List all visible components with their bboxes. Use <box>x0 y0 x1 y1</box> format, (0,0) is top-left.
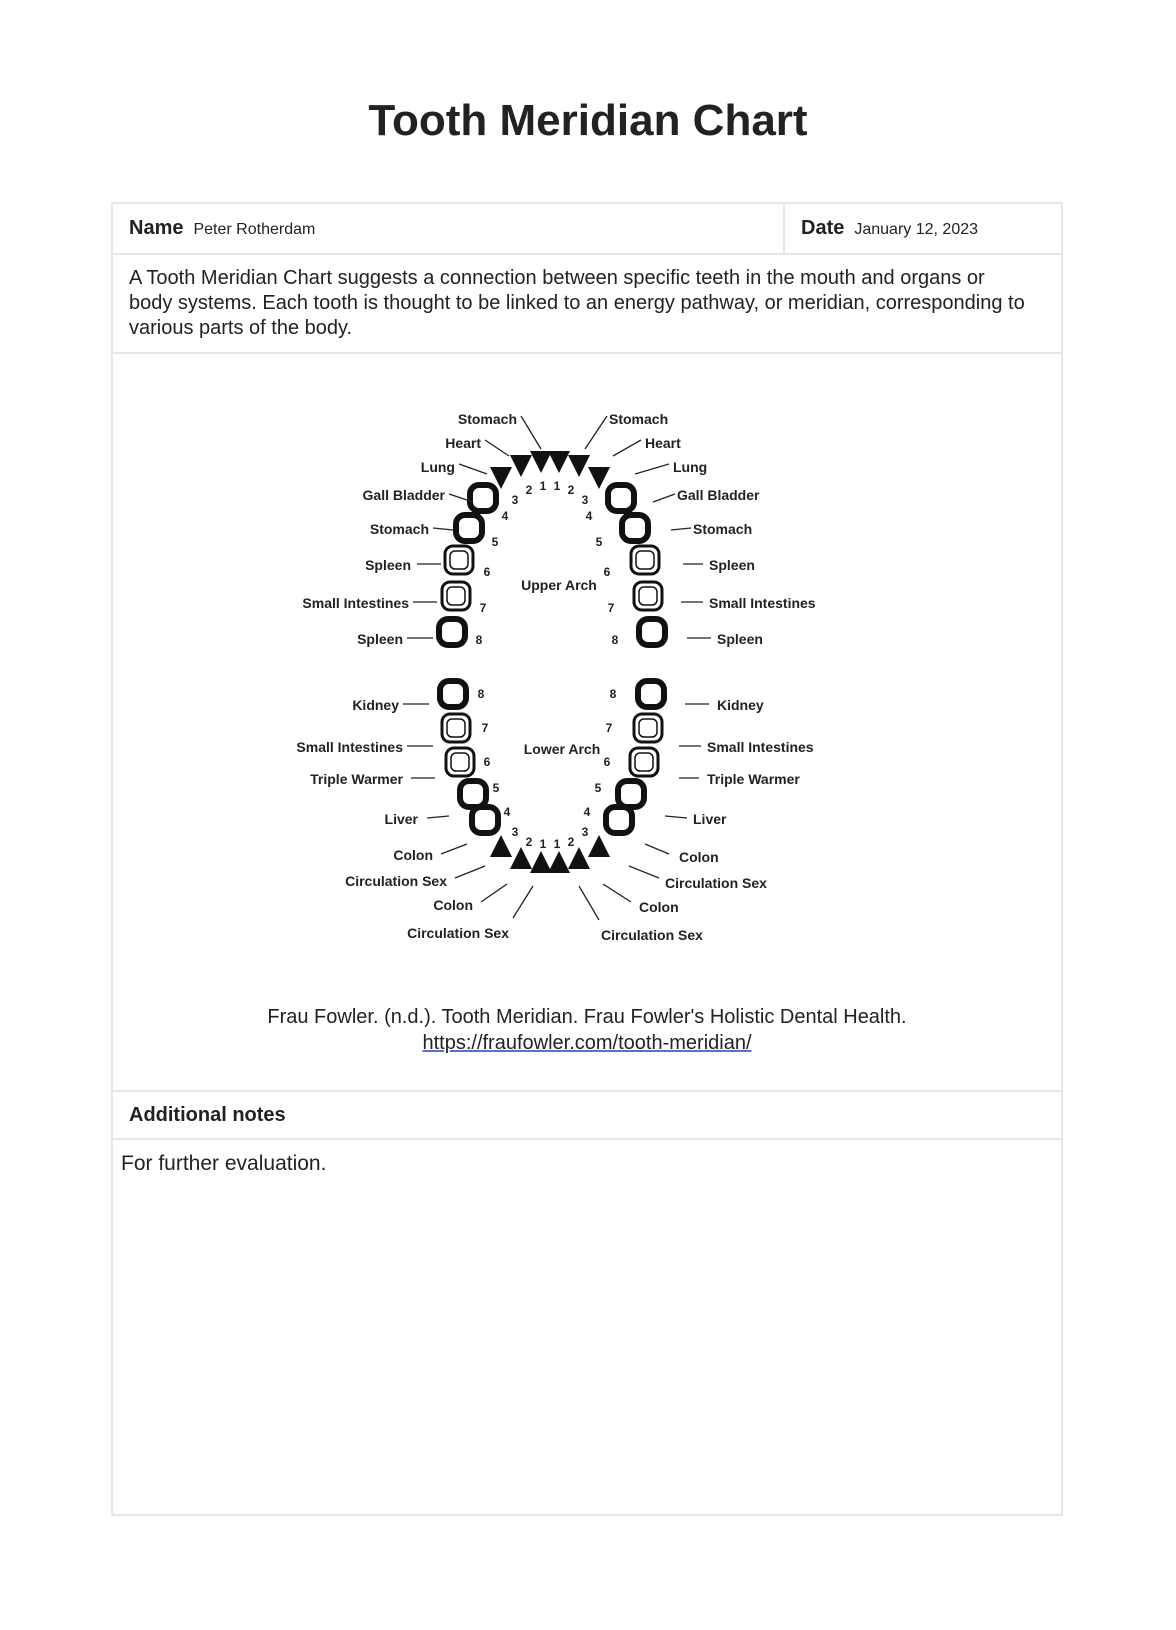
form-container <box>111 202 1063 1516</box>
divider <box>113 1138 1061 1140</box>
tooth-number: 8 <box>475 633 483 647</box>
tooth-number: 4 <box>503 805 511 819</box>
meridian-label: Circulation Sex <box>345 873 447 889</box>
name-value[interactable]: Peter Rotherdam <box>193 221 316 238</box>
meridian-label: Circulation Sex <box>407 925 509 941</box>
meridian-label: Small Intestines <box>302 595 409 611</box>
meridian-label: Heart <box>445 435 481 451</box>
meridian-label: Spleen <box>717 631 763 647</box>
meridian-label: Liver <box>384 811 418 827</box>
meridian-label: Triple Warmer <box>707 771 800 787</box>
tooth-number: 4 <box>583 805 591 819</box>
leader-line <box>455 866 485 878</box>
molar-tooth <box>630 748 658 776</box>
incisor-tooth <box>530 851 552 873</box>
meridian-label: Small Intestines <box>296 739 403 755</box>
citation-link[interactable]: https://fraufowler.com/tooth-meridian/ <box>422 1032 752 1054</box>
leader-line <box>653 494 675 502</box>
leader-line <box>645 844 669 854</box>
meridian-label: Colon <box>393 847 433 863</box>
incisor-tooth <box>548 851 570 873</box>
tooth-number: 5 <box>492 781 500 795</box>
page-title: Tooth Meridian Chart <box>368 96 808 145</box>
meridian-label: Triple Warmer <box>310 771 403 787</box>
name-date-row <box>113 204 1061 255</box>
tooth-number: 6 <box>603 755 611 769</box>
description: A Tooth Meridian Chart suggests a connection between specific teeth in the mouth and organs or body systems. Each tooth is thought to be linked to an energy pathway, or meridian, corresponding to various parts of the body. <box>129 267 1025 339</box>
meridian-label: Kidney <box>717 697 764 713</box>
date-cell <box>785 204 1061 253</box>
incisor-tooth <box>510 847 532 869</box>
divider <box>113 1090 1061 1092</box>
tooth-number: 3 <box>581 493 589 507</box>
molar-tooth <box>442 582 470 610</box>
meridian-label: Heart <box>645 435 681 451</box>
leader-line <box>629 866 659 878</box>
meridian-label: Stomach <box>369 521 429 537</box>
meridian-label: Colon <box>639 899 679 915</box>
meridian-label: Gall Bladder <box>677 487 760 503</box>
incisor-tooth <box>510 455 532 477</box>
leader-line <box>671 528 691 530</box>
leader-line <box>613 440 641 456</box>
molar-tooth <box>442 714 470 742</box>
notes-label: Additional notes <box>129 1104 286 1126</box>
tooth-number: 6 <box>603 565 611 579</box>
meridian-label: Circulation Sex <box>665 875 767 891</box>
date-value[interactable]: January 12, 2023 <box>854 221 979 238</box>
leader-line <box>521 416 541 449</box>
lower-arch-label: Lower Arch <box>523 741 601 757</box>
tooth-number: 4 <box>585 509 593 523</box>
molar-tooth <box>460 781 486 807</box>
tooth-number: 3 <box>581 825 589 839</box>
molar-tooth <box>440 681 466 707</box>
tooth-number: 7 <box>481 721 489 735</box>
molar-tooth <box>622 515 648 541</box>
tooth-number: 2 <box>525 835 533 849</box>
tooth-number: 2 <box>525 483 533 497</box>
molar-tooth <box>439 619 465 645</box>
citation <box>113 1004 1061 1056</box>
molar-tooth <box>608 485 634 511</box>
meridian-label: Spleen <box>709 557 755 573</box>
meridian-label: Colon <box>679 849 719 865</box>
tooth-number: 7 <box>607 601 615 615</box>
leader-line <box>579 886 599 920</box>
tooth-number: 1 <box>553 837 561 851</box>
incisor-tooth <box>490 835 512 857</box>
meridian-label: Liver <box>693 811 727 827</box>
meridian-label: Small Intestines <box>709 595 816 611</box>
tooth-number: 5 <box>595 535 603 549</box>
tooth-number: 2 <box>567 835 575 849</box>
incisor-tooth <box>588 467 610 489</box>
molar-tooth <box>470 485 496 511</box>
upper-arch-label: Upper Arch <box>521 577 597 593</box>
meridian-label: Kidney <box>352 697 399 713</box>
name-cell <box>113 204 785 253</box>
molar-tooth <box>638 681 664 707</box>
molar-tooth <box>634 714 662 742</box>
tooth-number: 8 <box>609 687 617 701</box>
leader-line <box>485 440 509 456</box>
tooth-number: 5 <box>594 781 602 795</box>
tooth-number: 6 <box>483 755 491 769</box>
tooth-number: 4 <box>501 509 509 523</box>
tooth-number: 3 <box>511 493 519 507</box>
molar-tooth <box>472 807 498 833</box>
incisor-tooth <box>548 451 570 473</box>
tooth-number: 2 <box>567 483 575 497</box>
meridian-label: Spleen <box>365 557 411 573</box>
tooth-number: 7 <box>479 601 487 615</box>
meridian-label: Circulation Sex <box>601 927 703 943</box>
meridian-label: Lung <box>673 459 708 475</box>
meridian-label: Colon <box>433 897 473 913</box>
tooth-diagram <box>113 354 1061 994</box>
incisor-tooth <box>568 455 590 477</box>
molar-tooth <box>456 515 482 541</box>
meridian-label: Spleen <box>357 631 403 647</box>
incisor-tooth <box>568 847 590 869</box>
leader-line <box>603 884 631 902</box>
leader-line <box>427 816 449 818</box>
tooth-number: 8 <box>611 633 619 647</box>
leader-line <box>665 816 687 818</box>
leader-line <box>459 464 487 474</box>
leader-line <box>433 528 453 530</box>
tooth-number: 6 <box>483 565 491 579</box>
molar-tooth <box>606 807 632 833</box>
meridian-label: Lung <box>420 459 455 475</box>
leader-line <box>635 464 669 474</box>
meridian-label: Stomach <box>693 521 753 537</box>
meridian-label: Gall Bladder <box>362 487 445 503</box>
molar-tooth <box>634 582 662 610</box>
incisor-tooth <box>530 451 552 473</box>
meridian-label: Small Intestines <box>707 739 814 755</box>
date-label: Date <box>801 217 845 239</box>
citation-text: Frau Fowler. (n.d.). Tooth Meridian. Frau Fowler's Holistic Dental Health. <box>267 1006 907 1028</box>
notes-text[interactable]: For further evaluation. <box>121 1152 327 1175</box>
tooth-number: 3 <box>511 825 519 839</box>
tooth-number: 7 <box>605 721 613 735</box>
meridian-label: Stomach <box>457 411 517 427</box>
tooth-diagram-svg <box>113 354 1061 994</box>
leader-line <box>585 416 607 449</box>
molar-tooth <box>446 748 474 776</box>
incisor-tooth <box>588 835 610 857</box>
meridian-label: Stomach <box>609 411 669 427</box>
tooth-number: 5 <box>491 535 499 549</box>
leader-line <box>481 884 507 902</box>
tooth-number: 1 <box>553 479 561 493</box>
leader-line <box>441 844 467 854</box>
tooth-number: 1 <box>539 837 547 851</box>
tooth-number: 8 <box>477 687 485 701</box>
leader-line <box>513 886 533 918</box>
molar-tooth <box>639 619 665 645</box>
tooth-number: 1 <box>539 479 547 493</box>
name-label: Name <box>129 217 184 239</box>
molar-tooth <box>618 781 644 807</box>
molar-tooth <box>631 546 659 574</box>
molar-tooth <box>445 546 473 574</box>
